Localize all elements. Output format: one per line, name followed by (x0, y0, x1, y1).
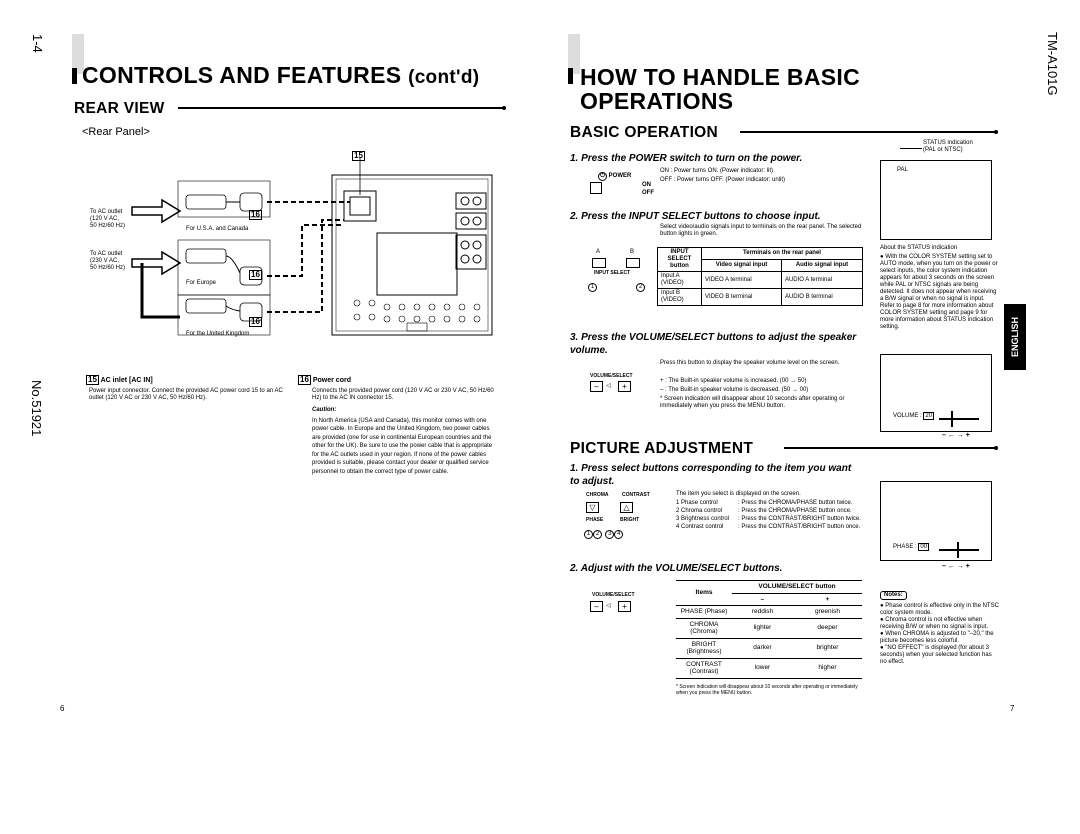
volume-select-label: VOLUME/SELECT (590, 373, 633, 379)
callout-16a-label: 16 (251, 210, 260, 219)
adj-r2-c1: CHROMA (Chroma) (676, 618, 732, 638)
input-b-num: 2 (636, 283, 645, 292)
phase-screen-label: PHASE : 00 (893, 544, 928, 550)
pic-item-num: 2 (676, 508, 680, 514)
adj-r4-c1: CONTRAST (Contrast) (676, 658, 732, 678)
power-switch (590, 172, 660, 202)
input-select-label: INPUT SELECT (594, 270, 631, 276)
pic-item-desc: : Press the CONTRAST/BRIGHT button once. (738, 524, 861, 530)
adj-plus-button[interactable]: + (618, 601, 631, 612)
contrast-bright-button[interactable]: △ (620, 502, 633, 513)
input-row1-c1: Input A (VIDEO) (658, 272, 702, 289)
step-2-desc: Select video/audio signals input to terminals on the rear panel. The selected button lights in green. (660, 224, 862, 237)
callout-15-label: 15 (354, 151, 363, 160)
callout-16b-label: 16 (251, 270, 260, 279)
vol-arrows: – ← → + (942, 432, 970, 439)
input-a-label: A (596, 249, 601, 255)
input-row1-c2: VIDEO A terminal (702, 272, 782, 289)
volume-screen (880, 354, 992, 432)
rear-panel-diagram (82, 145, 502, 345)
volume-icon: ◁ (606, 383, 611, 389)
note-item: ● When CHROMA is adjusted to "–20," the picture becomes less colorful. (880, 631, 994, 644)
section-rule-picture (784, 447, 996, 449)
section-rule (178, 107, 504, 109)
section-basic-operation: BASIC OPERATION (570, 124, 719, 141)
item-15-text: Power input connector. Connect the provided AC power cord 15 to an AC outlet (120 V AC or 230 V AC, 50 Hz/60 Hz). (89, 387, 283, 401)
power-button[interactable] (590, 182, 602, 194)
note-text: Chroma control is not effective when receiving B/W or when no signal is input. (880, 617, 989, 630)
note-text: "NO EFFECT" is displayed (for about 3 seconds) when your selected function has no effect. (880, 645, 992, 665)
adj-r4-c2: lower (732, 658, 793, 678)
title-suffix: (cont'd) (408, 67, 480, 88)
adj-r1-c2: reddish (732, 606, 793, 619)
rule-end-picture (994, 446, 998, 450)
phase-label: PHASE (586, 517, 604, 523)
phase-bar-tick (957, 542, 959, 558)
callout-16c-label: 16 (251, 317, 260, 326)
title-bar (72, 68, 77, 84)
notes-box (880, 583, 1000, 666)
notes-title: Notes: (880, 591, 907, 600)
contrast-label: CONTRAST (622, 492, 650, 498)
pic-step-2: 2. Adjust with the VOLUME/SELECT buttons. (570, 563, 783, 574)
pic-item-name (676, 508, 738, 515)
input-table (657, 247, 863, 306)
pic-step-1: 1. Press select buttons corresponding to the item you want to adjust. (570, 463, 852, 487)
item-16-num: 16 (300, 375, 309, 384)
note-text: Phase control is effective only in the NTSC color system mode. (880, 603, 999, 616)
step-1: 1. Press the POWER switch to turn on the power. (570, 153, 803, 164)
section-rear-view: REAR VIEW (74, 100, 165, 117)
outlet-label-120: To AC outlet (120 V AC, 50 Hz/60 Hz) (90, 209, 126, 229)
table-row (676, 606, 862, 619)
item-15-header (86, 375, 286, 386)
item-15-num: 15 (88, 375, 97, 384)
input-col1: INPUT SELECT button (658, 248, 702, 272)
pic-item-name-text: Chroma control (681, 508, 723, 514)
caution-text: In North America (USA and Canada), this monitor comes with one power cable. In Europe and the United Kingdom, two power cables are provided (one for use in continental European countries and the other for the UK). Be sure to use the power cable that is appropriate for the AC outlets used in your region. If none of the power cables provided is suitable, please contact your dealer or qualified service personnel to obtain the correct type of power cable. (312, 417, 493, 475)
phase-label-text: PHASE (893, 544, 914, 550)
adj-r2-c2: lighter (732, 618, 793, 638)
english-tab-text: ENGLISH (1010, 317, 1020, 358)
phase-bar (939, 549, 979, 551)
subsection-rear-panel: <Rear Panel> (82, 126, 150, 138)
input-a-button[interactable] (592, 258, 606, 268)
adj-minus-button[interactable]: – (590, 601, 603, 612)
adj-r2-c3: deeper (793, 618, 862, 638)
adj-minus: – (732, 593, 793, 606)
note-text: When CHROMA is adjusted to "–20," the picture becomes less colorful. (880, 631, 994, 644)
note-item: ● Phase control is effective only in the NTSC color system mode. (880, 603, 999, 616)
region-usa: For U.S.A. and Canada (186, 226, 249, 232)
pic-item-num: 4 (676, 524, 680, 530)
callout-15-top (352, 145, 365, 163)
outlet-label-230: To AC outlet (230 V AC, 50 Hz/60 Hz) (90, 251, 126, 271)
power-icon: ⏻ (598, 172, 607, 181)
rule-end-basic (994, 130, 998, 134)
adj-volume-icon: ◁ (606, 603, 611, 609)
item-15-title: AC inlet [AC IN] (100, 377, 153, 384)
adj-r3-c2: darker (732, 638, 793, 658)
input-col2: Video signal input (702, 260, 782, 272)
section-picture-adjustment: PICTURE ADJUSTMENT (570, 440, 754, 457)
status-leader (900, 148, 922, 149)
pic-item-name (676, 524, 738, 531)
item-16 (298, 375, 498, 476)
phase-screen (880, 481, 992, 561)
adj-col1: Items (676, 581, 732, 606)
pic-desc: The item you select is displayed on the screen. (676, 491, 801, 497)
caution-title: Caution: (312, 406, 337, 413)
pic-item-name-text: Brightness control (681, 516, 730, 522)
page-title-right (580, 65, 860, 113)
page-number-left: 6 (60, 704, 65, 713)
adj-r3-c3: brighter (793, 638, 862, 658)
input-row2-c2: VIDEO B terminal (702, 289, 782, 306)
chroma-label: CHROMA (586, 492, 609, 498)
adj-r1-c1: PHASE (Phase) (676, 606, 732, 619)
input-b-label: B (630, 249, 635, 255)
num-3: 3 (605, 530, 614, 539)
title-text: CONTROLS AND FEATURES (82, 62, 402, 88)
volume-minus-button[interactable]: – (590, 381, 603, 392)
about-status-body: With the COLOR SYSTEM setting set to AUTO mode, when you turn on the power or select inputs, the color system indication appears for about 3 seconds on the screen while PAL or NTSC signals are being detected. It does not appear when receiving a B/W signal or when no signal is input. Refer to page 8 for more information about COLOR SYSTEM setting and page 9 for more information about STATUS indication setting. (880, 254, 998, 330)
page-title (82, 62, 479, 89)
model-number: TM-A101G (1045, 32, 1060, 96)
input-row2-c1: Input B (VIDEO) (658, 289, 702, 306)
pic-items (676, 500, 866, 532)
adj-r4-c3: higher (793, 658, 862, 678)
pic-nums (584, 530, 623, 539)
pic-item (676, 500, 866, 507)
pic-item-num: 3 (676, 516, 680, 522)
item-16-text: Connects the provided power cord (120 V AC or 230 V AC, 50 Hz/60 Hz) to the AC IN connector 15. (312, 387, 494, 401)
power-on-desc: ON : Power turns ON. (Power indicator: lit) (660, 168, 774, 174)
vol-screen-label: VOLUME : 20 (893, 413, 933, 419)
item-16-title: Power cord (312, 377, 351, 384)
region-uk: For the United Kingdom (186, 331, 250, 337)
vol-note: * Screen indication will disappear about 10 seconds after operating or immediately when you press the MENU button. (660, 396, 845, 409)
page-number-right: 7 (1010, 704, 1015, 713)
status-screen (880, 160, 992, 240)
rule-end (502, 106, 506, 110)
step-3: 3. Press the VOLUME/SELECT buttons to adjust the speaker volume. (570, 332, 857, 356)
side-marker: 1-4 (30, 34, 45, 53)
region-europe: For Europe (186, 280, 217, 286)
pic-item-name-text: Phase control (681, 500, 718, 506)
pic-item-name (676, 500, 738, 507)
item-15 (86, 375, 286, 402)
vol-minus-desc: – : The Built-in speaker volume is decreased. (50 → 00) (660, 387, 809, 393)
pic-item-num: 1 (676, 500, 680, 506)
bright-label: BRIGHT (620, 517, 640, 523)
phase-arrows: – ← → + (942, 563, 970, 570)
adj-plus: + (793, 593, 862, 606)
input-col-group: Terminals on the rear panel (702, 248, 863, 260)
adj-note: * Screen indication will disappear about 10 seconds after operating or immediately when you press the MENU button. (676, 684, 858, 696)
pic-item-desc: : Press the CONTRAST/BRIGHT button twice. (738, 516, 861, 522)
input-a-num: 1 (588, 283, 597, 292)
table-row (658, 289, 863, 306)
num-1: 1 (584, 530, 593, 539)
rear-panel-svg (82, 145, 502, 345)
vol-bar-tick (951, 411, 953, 427)
pic-item-name-text: Contrast control (681, 524, 724, 530)
english-tab (1004, 304, 1026, 370)
input-row2-c3: AUDIO B terminal (781, 289, 862, 306)
doc-number: No.51921 (29, 380, 44, 437)
pic-item-name (676, 516, 738, 523)
adj-r3-c1: BRIGHT (Brightness) (676, 638, 732, 658)
item-16-header (298, 375, 498, 386)
power-on-label: ON (642, 182, 651, 188)
pic-item (676, 516, 866, 523)
callout-16-c (249, 311, 262, 329)
screen-pal: PAL (897, 167, 908, 173)
title-line1: HOW TO HANDLE BASIC (580, 64, 860, 90)
num-4: 4 (614, 530, 623, 539)
pic-item-desc: : Press the CHROMA/PHASE button once. (738, 508, 852, 514)
adj-col-group: VOLUME/SELECT button (732, 581, 862, 594)
callout-16-b (249, 264, 262, 282)
vol-value: 20 (925, 413, 933, 419)
pic-item (676, 508, 866, 515)
about-status-title: About the STATUS indication (880, 245, 958, 251)
note-item: ● "NO EFFECT" is displayed (for about 3 seconds) when your selected function has no effect. (880, 645, 992, 665)
pic-item (676, 524, 866, 531)
table-row (658, 272, 863, 289)
vol-bar (939, 418, 979, 420)
input-select-panel (588, 249, 648, 299)
input-row1-c3: AUDIO A terminal (781, 272, 862, 289)
power-label (598, 172, 631, 181)
status-indication-label: STATUS indication (PAL or NTSC) (923, 140, 973, 153)
input-b-button[interactable] (626, 258, 640, 268)
table-row (676, 658, 862, 678)
title-bar-right (568, 68, 573, 84)
num-2: 2 (593, 530, 602, 539)
input-col3: Audio signal input (781, 260, 862, 272)
note-item: ● Chroma control is not effective when receiving B/W or when no signal is input. (880, 617, 989, 630)
pic-item-desc: : Press the CHROMA/PHASE button twice. (738, 500, 853, 506)
volume-plus-button[interactable]: + (618, 381, 631, 392)
callout-16-a (249, 204, 262, 222)
title-line2: OPERATIONS (580, 88, 734, 114)
picture-buttons (578, 492, 658, 548)
power-off-desc: OFF : Power turns OFF. (Power indicator: unlit) (660, 177, 786, 183)
power-text: POWER (608, 173, 632, 179)
step-3-desc: Press this button to display the speaker volume level on the screen. (660, 360, 840, 366)
adj-r1-c3: greenish (793, 606, 862, 619)
table-row (676, 638, 862, 658)
step-2: 2. Press the INPUT SELECT buttons to choose input. (570, 211, 821, 222)
about-status-text: ● With the COLOR SYSTEM setting set to AUTO mode, when you turn on the power or select inputs, the color system indication appears for about 3 seconds on the screen while PAL or NTSC signals are being detected. It does not appear when receiving a B/W signal or when no signal is input. Refer to page 8 for more information about COLOR SYSTEM setting and page 9 for more information about STATUS indication setting. (880, 254, 998, 330)
table-row (676, 618, 862, 638)
adjust-table (676, 580, 862, 679)
phase-value: 00 (920, 544, 928, 550)
section-rule-basic (740, 131, 996, 133)
vol-plus-desc: + : The Built-in speaker volume is increased. (00 → 50) (660, 378, 807, 384)
volume-select-label-2: VOLUME/SELECT (592, 592, 635, 598)
power-off-label: OFF (642, 190, 654, 196)
vol-label-text: VOLUME (893, 413, 919, 419)
chroma-phase-button[interactable]: ▽ (586, 502, 599, 513)
